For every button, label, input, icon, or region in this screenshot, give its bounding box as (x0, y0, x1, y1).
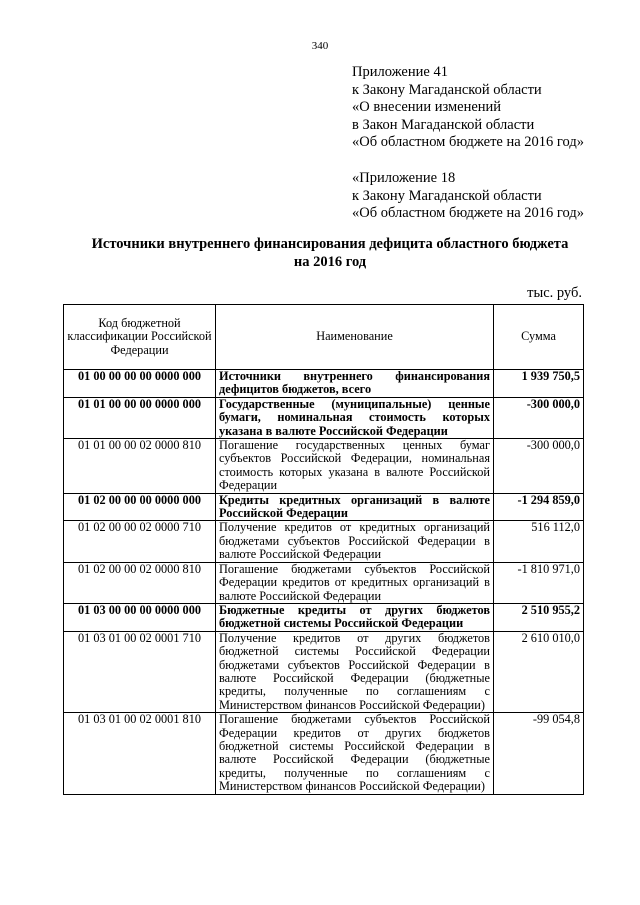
table-row (64, 521, 584, 562)
table-row (64, 493, 584, 521)
header-name: Наименование (216, 305, 494, 370)
row-amount: -1 810 971,0 (494, 562, 584, 603)
row-amount: 516 112,0 (494, 521, 584, 562)
table-row (64, 631, 584, 712)
annex-line: к Закону Магаданской области (352, 81, 542, 98)
row-name: Источники внутреннего финансирования дефицитов бюджетов, всего (216, 370, 494, 398)
row-code: 01 01 00 00 02 0000 810 (64, 439, 216, 494)
annex-line: «О внесении изменений (352, 99, 502, 115)
table-header-row (64, 305, 584, 370)
row-code: 01 03 01 00 02 0001 710 (64, 631, 216, 712)
annex-line: в Закон Магаданской области (352, 116, 535, 133)
row-name: Погашение государственных ценных бумаг субъектов Российской Федерации, номинальная стоимость которых указана в валюте Российской Федерации (216, 439, 494, 494)
row-name: Бюджетные кредиты от других бюджетов бюджетной системы Российской Федерации (216, 603, 494, 631)
row-code: 01 00 00 00 00 0000 000 (64, 370, 216, 398)
annex-current-block (352, 64, 584, 152)
row-code: 01 03 01 00 02 0001 810 (64, 713, 216, 794)
row-name: Погашение бюджетами субъектов Российской Федерации кредитов от других бюджетов бюджетной системы Российской Федерации в валюте Российской Федерации (бюджетные кредиты, полученные по соглашениям с Министерством финансов Российской Федерации) (216, 713, 494, 794)
financing-sources-table (63, 304, 584, 795)
annex-line: «Приложение 18 (352, 170, 456, 186)
row-code: 01 02 00 00 02 0000 710 (64, 521, 216, 562)
page-number: 340 (311, 40, 329, 52)
table-row (64, 370, 584, 398)
table-row (64, 603, 584, 631)
row-code: 01 01 00 00 00 0000 000 (64, 397, 216, 438)
units-label: тыс. руб. (527, 285, 582, 301)
row-amount: -300 000,0 (494, 397, 584, 438)
row-amount: -300 000,0 (494, 439, 584, 494)
row-name: Погашение бюджетами субъектов Российской Федерации кредитов от кредитных организаций в валюте Российской Федерации (216, 562, 494, 603)
row-code: 01 03 00 00 00 0000 000 (64, 603, 216, 631)
table-row (64, 713, 584, 794)
table-row (64, 439, 584, 494)
row-name: Кредиты кредитных организаций в валюте Российской Федерации (216, 493, 494, 521)
annex-original-block (352, 170, 584, 223)
annex-line: «Об областном бюджете на 2016 год» (352, 205, 584, 221)
header-code: Код бюджетной классификации Российской Федерации (64, 305, 216, 370)
row-code: 01 02 00 00 02 0000 810 (64, 562, 216, 603)
row-code: 01 02 00 00 00 0000 000 (64, 493, 216, 521)
annex-line: к Закону Магаданской области (352, 187, 542, 204)
annex-line: Приложение 41 (352, 64, 448, 80)
row-amount: 2 510 955,2 (494, 603, 584, 631)
title-line: на 2016 год (293, 254, 367, 270)
row-name: Получение кредитов от других бюджетов бюджетной системы Российской Федерации бюджетами субъектов Российской Федерации в валюте Российской Федерации (бюджетные кредиты, полученные по соглашениям с Министерством финансов Российской Федерации) (216, 631, 494, 712)
row-name: Государственные (муниципальные) ценные бумаги, номинальная стоимость которых указана в валюте Российской Федерации (216, 397, 494, 438)
title-line: Источники внутреннего финансирования дефицита областного бюджета (91, 236, 569, 252)
row-amount: 2 610 010,0 (494, 631, 584, 712)
row-amount: -99 054,8 (494, 713, 584, 794)
header-amount: Сумма (494, 305, 584, 370)
row-amount: -1 294 859,0 (494, 493, 584, 521)
row-amount: 1 939 750,5 (494, 370, 584, 398)
document-title (60, 235, 600, 271)
table-row (64, 397, 584, 438)
table-row (64, 562, 584, 603)
annex-line: «Об областном бюджете на 2016 год» (352, 134, 584, 150)
row-name: Получение кредитов от кредитных организаций бюджетами субъектов Российской Федерации в валюте Российской Федерации (216, 521, 494, 562)
